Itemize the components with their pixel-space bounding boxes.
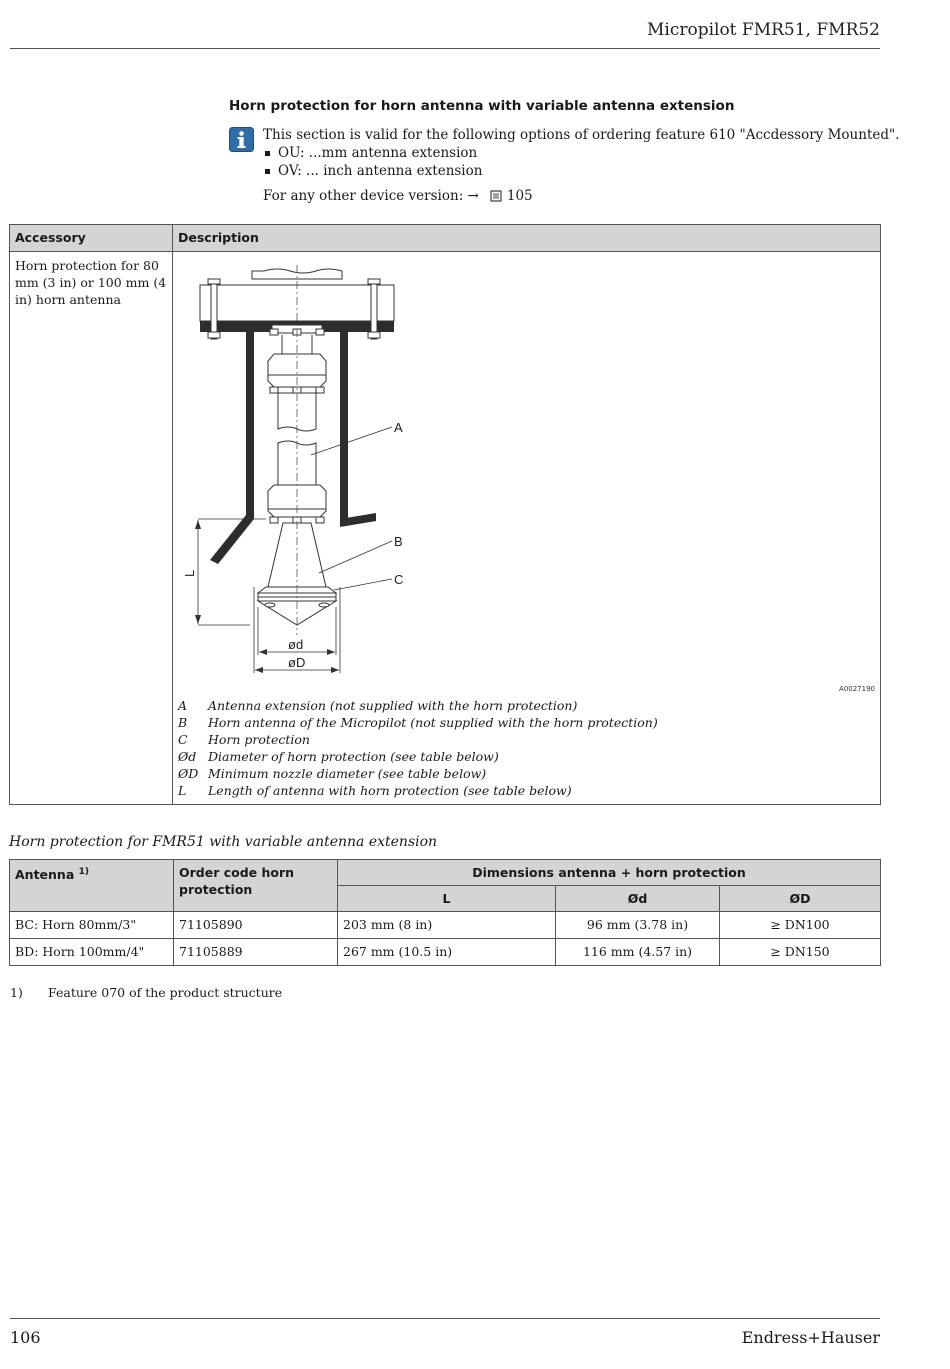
table-row bbox=[10, 912, 881, 939]
cell-d-small: 116 mm (4.57 in) bbox=[556, 939, 720, 966]
legend-text: Length of antenna with horn protection (see table below) bbox=[208, 783, 572, 798]
cell-order-code: 71105889 bbox=[174, 939, 338, 966]
column-header-description: Description bbox=[173, 225, 881, 252]
note-item: OV: ... inch antenna extension bbox=[263, 162, 900, 180]
callout-label-b: B bbox=[394, 534, 403, 549]
dimension-label-d-large: øD bbox=[288, 655, 306, 670]
antenna-header-label: Antenna bbox=[15, 867, 75, 883]
cross-reference-label: For any other device version: → bbox=[263, 188, 479, 204]
cell-d-small: 96 mm (3.78 in) bbox=[556, 912, 720, 939]
legend-key: ØD bbox=[178, 766, 199, 781]
legend-row bbox=[178, 748, 875, 765]
legend-row bbox=[178, 714, 875, 731]
cell-antenna: BD: Horn 100mm/4" bbox=[10, 939, 174, 966]
column-header-order-code: Order code horn protection bbox=[174, 860, 338, 912]
dimension-label-d-small: ød bbox=[288, 637, 304, 652]
table-caption: Horn protection for FMR51 with variable antenna extension bbox=[9, 834, 438, 850]
cell-antenna: BC: Horn 80mm/3" bbox=[10, 912, 174, 939]
legend-text: Diameter of horn protection (see table below) bbox=[208, 749, 499, 764]
legend-key: Ød bbox=[178, 749, 197, 764]
cell-l: 267 mm (10.5 in) bbox=[338, 939, 556, 966]
figure-code: A0027190 bbox=[839, 685, 875, 693]
callout-label-a: A bbox=[394, 420, 403, 435]
legend-row bbox=[178, 697, 875, 714]
dimension-label-l: L bbox=[182, 569, 197, 577]
description-cell bbox=[173, 252, 881, 805]
callout-label-c: C bbox=[394, 572, 404, 587]
note-item: OU: ...mm antenna extension bbox=[263, 144, 900, 162]
legend-text: Antenna extension (not supplied with the horn protection) bbox=[208, 698, 578, 713]
dimensions-table bbox=[9, 859, 881, 966]
table-row bbox=[10, 939, 881, 966]
cross-reference-page[interactable]: 105 bbox=[506, 188, 533, 204]
document-header-title: Micropilot FMR51, FMR52 bbox=[646, 20, 880, 40]
cross-reference bbox=[263, 187, 900, 205]
column-header-accessory: Accessory bbox=[10, 225, 173, 252]
footnote-text: Feature 070 of the product structure bbox=[48, 985, 283, 1000]
footer-brand: Endress+Hauser bbox=[741, 1328, 880, 1347]
page-reference-icon bbox=[490, 190, 502, 202]
horn-protection-figure bbox=[178, 257, 875, 695]
note-intro: This section is valid for the following options of ordering feature 610 "Accdessory Mounted". bbox=[263, 127, 900, 143]
footnote bbox=[10, 985, 282, 1000]
legend-key: C bbox=[178, 732, 188, 747]
cell-d-large: ≥ DN100 bbox=[720, 912, 881, 939]
horn-protection-drawing bbox=[178, 257, 428, 677]
column-header-antenna bbox=[10, 860, 174, 912]
section-title: Horn protection for horn antenna with variable antenna extension bbox=[229, 98, 735, 114]
legend-text: Minimum nozzle diameter (see table below) bbox=[208, 766, 487, 781]
column-header-l: L bbox=[338, 886, 556, 912]
legend-key: L bbox=[178, 783, 187, 798]
footnote-number: 1) bbox=[10, 985, 23, 1000]
legend-key: B bbox=[178, 715, 188, 730]
info-icon bbox=[229, 127, 254, 152]
legend-row bbox=[178, 731, 875, 748]
footnote-marker: 1) bbox=[78, 867, 90, 877]
header-divider bbox=[10, 48, 880, 49]
legend-row bbox=[178, 782, 875, 799]
info-note bbox=[263, 126, 900, 205]
legend-key: A bbox=[178, 698, 188, 713]
footer-divider bbox=[10, 1318, 880, 1319]
legend-row bbox=[178, 765, 875, 782]
accessory-cell: Horn protection for 80 mm (3 in) or 100 mm (4 in) horn antenna bbox=[10, 252, 173, 805]
cell-d-large: ≥ DN150 bbox=[720, 939, 881, 966]
figure-legend bbox=[178, 697, 875, 799]
legend-text: Horn protection bbox=[208, 732, 310, 747]
column-header-d-small: Ød bbox=[556, 886, 720, 912]
note-list bbox=[263, 144, 900, 180]
cell-order-code: 71105890 bbox=[174, 912, 338, 939]
legend-text: Horn antenna of the Micropilot (not supplied with the horn protection) bbox=[208, 715, 658, 730]
page-number: 106 bbox=[10, 1328, 41, 1347]
column-group-dimensions: Dimensions antenna + horn protection bbox=[338, 860, 881, 886]
column-header-d-large: ØD bbox=[720, 886, 881, 912]
cell-l: 203 mm (8 in) bbox=[338, 912, 556, 939]
accessory-table bbox=[9, 224, 881, 805]
